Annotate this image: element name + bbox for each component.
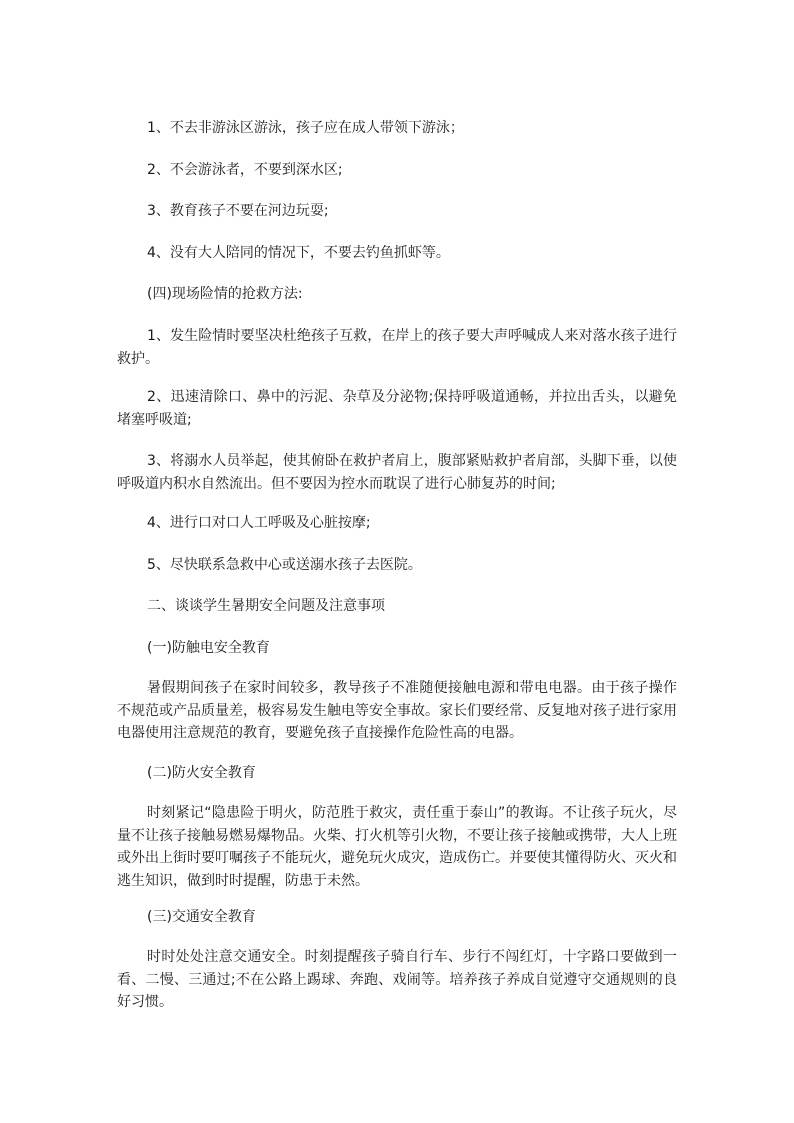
section-heading-rescue: (四)现场险情的抢救方法: [147,286,303,302]
section-heading-electric: (一)防触电安全教育 [147,640,270,656]
rescue-step-4: 4、进行口对口人工呼吸及心脏按摩; [147,515,371,531]
drowning-tip-1: 1、不去非游泳区游泳，孩子应在成人带领下游泳； [147,120,464,136]
chapter-heading-summer-safety: 二、谈谈学生暑期安全问题及注意事项 [147,598,385,614]
traffic-safety-body: 时时处处注意交通安全。时刻提醒孩子骑自行车、步行不闯红灯，十字路口要做到一看、二慢、三通过;不在公路上踢球、奔跑、戏闹等。培养孩子养成自觉遵守交通规则的良好习惯。 [117,949,677,1010]
drowning-tip-2: 2、不会游泳者，不要到深水区; [147,162,343,178]
rescue-step-3: 3、将溺水人员举起，使其俯卧在救护者肩上，腹部紧贴救护者肩部，头脚下垂，以使呼吸道内积水自然流出。但不要因为控水而耽误了进行心肺复苏的时间; [117,453,677,492]
rescue-step-1: 1、发生险情时要坚决杜绝孩子互救，在岸上的孩子要大声呼喊成人来对落水孩子进行救护。 [117,328,677,367]
drowning-tip-3: 3、教育孩子不要在河边玩耍; [147,203,329,219]
rescue-step-5: 5、尽快联系急救中心或送溺水孩子去医院。 [147,557,422,573]
rescue-step-2: 2、迅速清除口、鼻中的污泥、杂草及分泌物;保持呼吸道通畅，并拉出舌头，以避免堵塞呼吸道; [117,389,677,428]
section-heading-traffic: (三)交通安全教育 [147,909,256,925]
drowning-tip-4: 4、没有大人陪同的情况下，不要去钓鱼抓虾等。 [147,245,450,261]
section-heading-fire: (二)防火安全教育 [147,765,256,781]
electric-safety-body: 暑假期间孩子在家时间较多，教导孩子不准随便接触电源和带电电器。由于孩子操作不规范或产品质量差，极容易发生触电等安全事故。家长们要经常、反复地对孩子进行家用电器使用注意规范的教育，要避免孩子直接操作危险性高的电器。 [117,680,677,741]
fire-safety-body: 时刻紧记“隐患险于明火，防范胜于救灾，责任重于泰山”的教诲。不让孩子玩火，尽量不让孩子接触易燃易爆物品。火柴、打火机等引火物，不要让孩子接触或携带，大人上班或外出上街时要叮嘱孩子不能玩火，避免玩火成灾，造成伤亡。并要使其懂得防火、灭火和逃生知识，做到时时提醒，防患于未然。 [117,805,677,889]
